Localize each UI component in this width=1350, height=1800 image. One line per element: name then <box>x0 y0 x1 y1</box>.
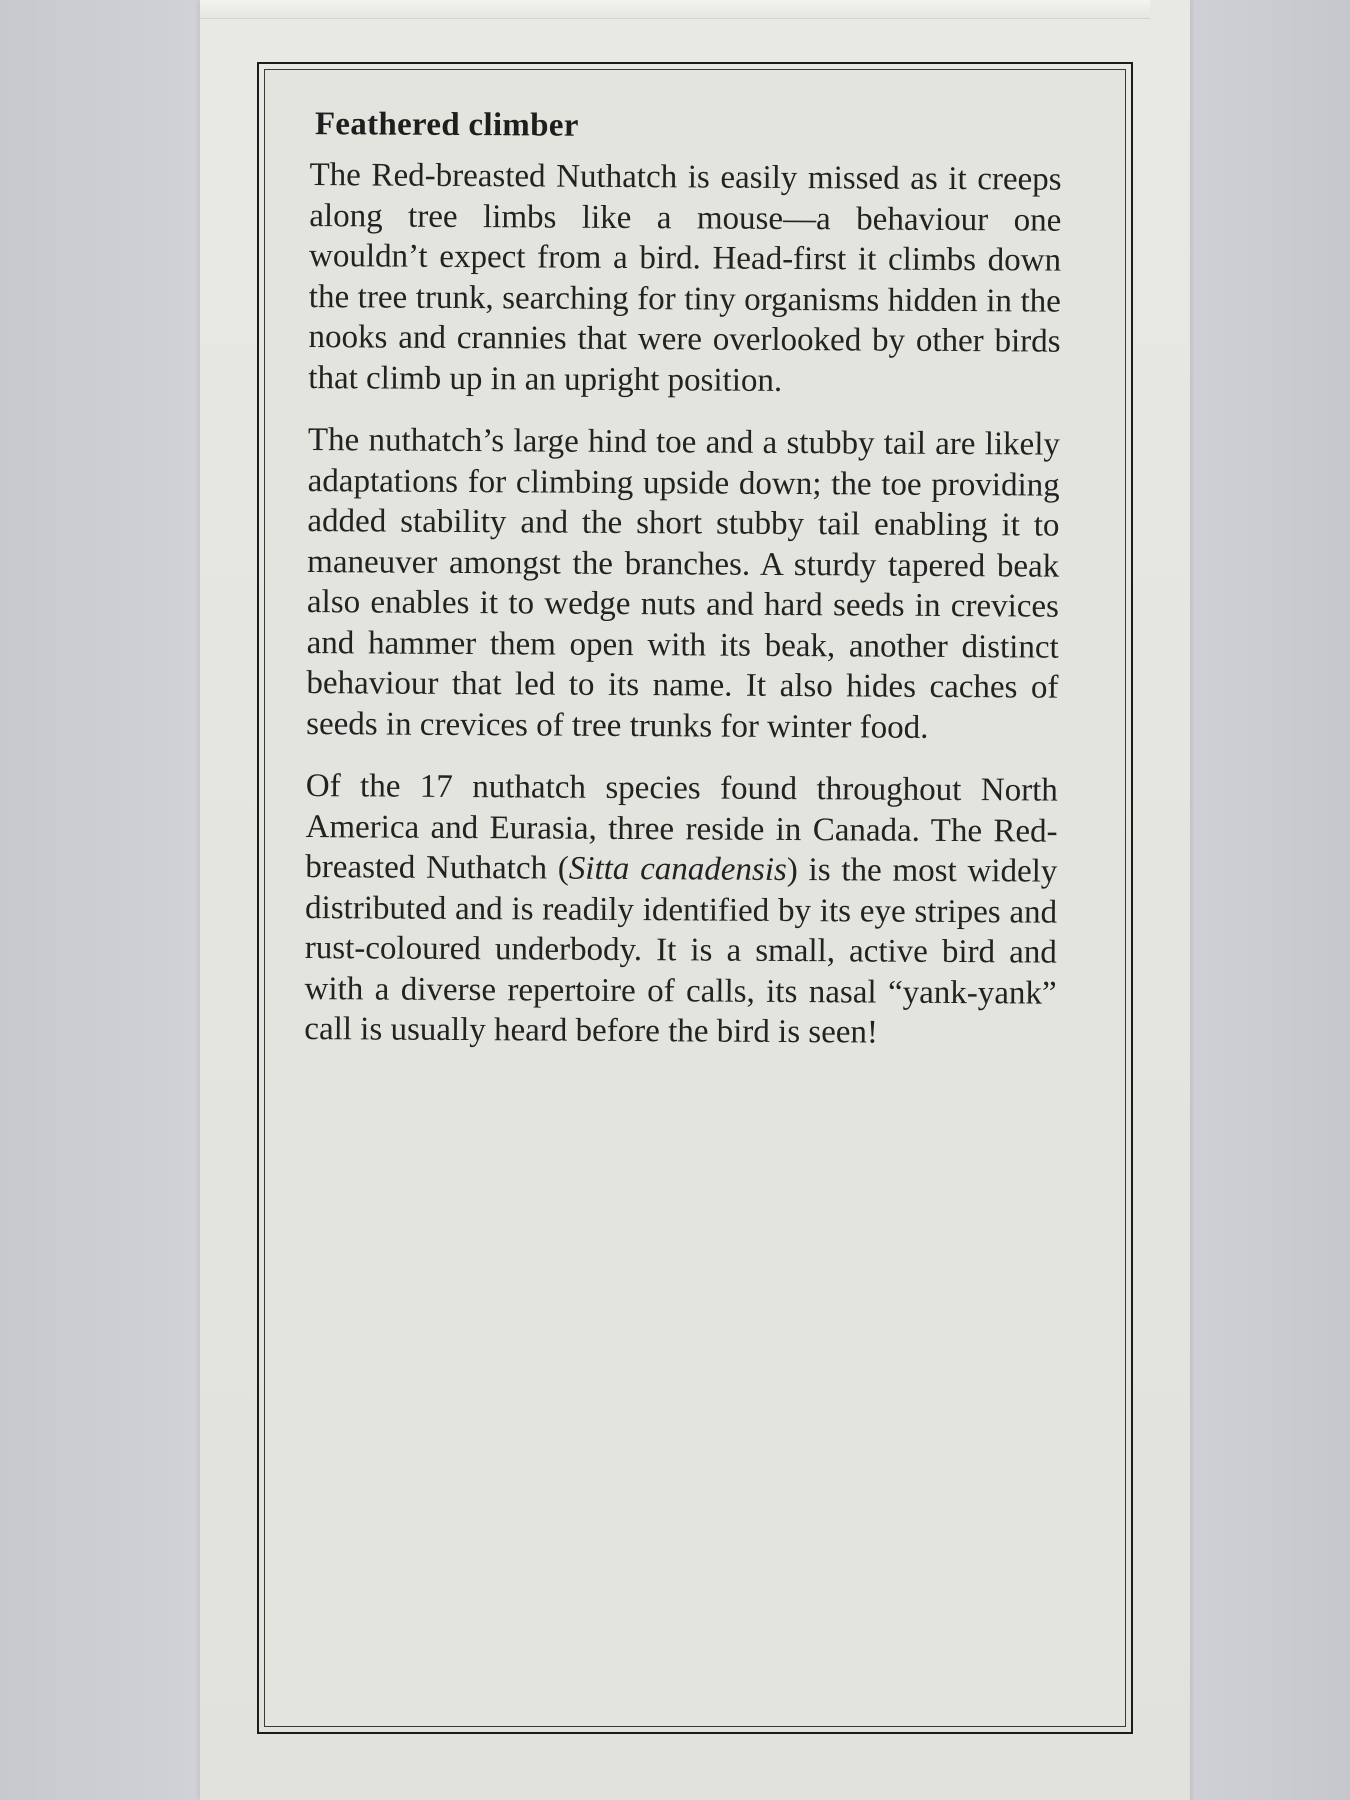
paragraph-3-text-b: ) is the most widely distributed and is readily identified by its eye stripes and rust-coloured underbody. It is a small, active bird and with a diverse repertoire of calls, its nasal “yank-yank” call is usually heard before the bird is seen! <box>304 851 1058 1051</box>
backdrop-left <box>0 0 200 1800</box>
paragraph-2: The nuthatch’s large hind toe and a stubby tail are likely adaptations for climbing upside down; the toe providing added stability and the short stubby tail enabling it to maneuver amongst the branches. A sturdy tapered beak also enables it to wedge nuts and hard seeds in crevices and hammer them open with its beak, another distinct behaviour that led to its name. It also hides caches of seeds in crevices of tree trunks for winter food. <box>306 422 1061 746</box>
article-body <box>294 106 1062 1076</box>
backdrop-right <box>1180 0 1350 1800</box>
paragraph-3 <box>304 766 1058 1054</box>
paragraph-1: The Red-breasted Nuthatch is easily missed as it creeps along tree limbs like a mouse—a behaviour one wouldn’t expect from a bird. Head-first it climbs down the tree trunk, searching for tiny organisms hidden in the nooks and crannies that were overlooked by other birds that climb up in an upright position. <box>308 157 1062 399</box>
paragraph-3-text-a: Of the 17 nuthatch species found throughout North America and Eurasia, three reside in Canada. The Red-breasted Nuthatch ( <box>305 768 1058 887</box>
article-heading: Feathered climber <box>314 106 579 144</box>
card-fold <box>200 0 1150 19</box>
latin-species-name: Sitta canadensis <box>568 850 787 888</box>
